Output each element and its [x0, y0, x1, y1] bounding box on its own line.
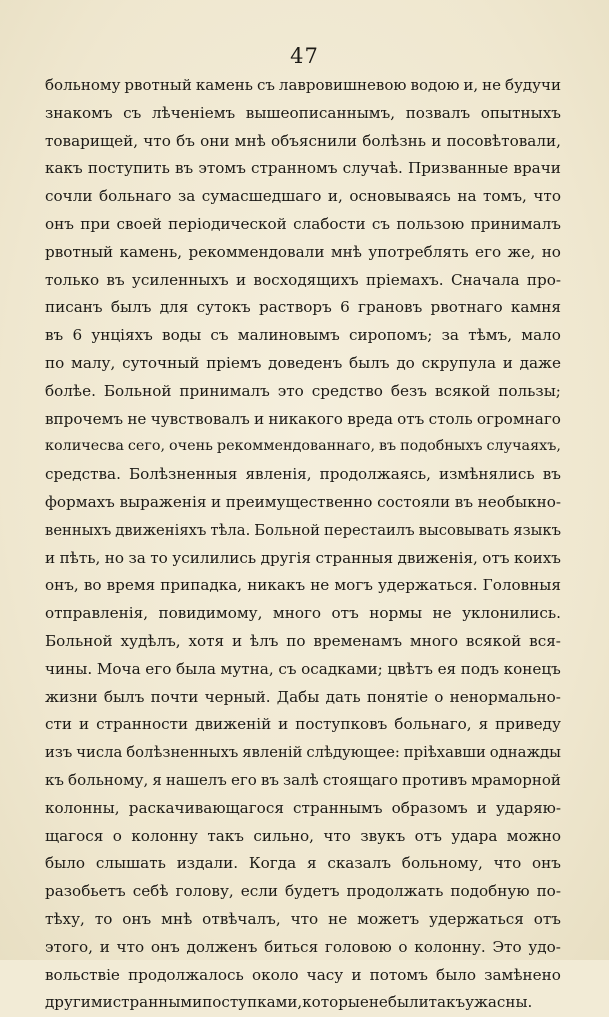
text-line: жизни былъ почти черный. Дабы дать понятіе о ненормально-: [45, 687, 561, 706]
text-line: онъ при своей періодической слабости съ пользою принималъ: [45, 214, 561, 233]
text-line: этого, и что онъ долженъ биться головою о колонну. Это удо-: [45, 937, 561, 956]
text-line: только въ усиленныхъ и восходящихъ пріемахъ. Сначала про-: [45, 270, 561, 289]
text-line: щагося о колонну такъ сильно, что звукъ отъ удара можно: [45, 826, 561, 845]
text-line: впрочемъ не чувствовалъ и никакого вреда отъ столь огромнаго: [45, 409, 561, 428]
text-line: колонны, раскачивающагося страннымъ образомъ и ударяю-: [45, 798, 561, 817]
text-line: другими странными поступками, которые не были такъ ужасны.: [45, 993, 533, 1012]
text-line: венныхъ движеніяхъ тѣла. Больной перестаилъ высовывать языкъ: [45, 521, 561, 539]
text-line: больному рвотный камень съ лавровишневою водою и, не будучи: [45, 76, 561, 94]
text-line: количесва сего, очень рекоммендованнаго, въ подобныхъ случаяхъ,: [45, 438, 561, 455]
text-line: сочли больнаго за сумасшедшаго и, основываясь на томъ, что: [45, 187, 561, 206]
text-line: сти и странности движеній и поступковъ больнаго, я приведу: [45, 715, 561, 734]
text-line: по малу, суточный пріемъ доведенъ былъ до скрупула и даже: [45, 353, 561, 372]
page-number: 47: [290, 44, 319, 68]
text-line: изъ числа болѣзненныхъ явленій слѣдующее: пріѣхавши однажды: [45, 744, 561, 762]
text-line: и пѣть, но за то усилились другія странныя движенія, отъ коихъ: [45, 548, 561, 567]
text-line: вольствіе продолжалось около часу и потомъ было замѣнено: [45, 965, 561, 984]
text-line: въ 6 унціяхъ воды съ малиновымъ сиропомъ; за тѣмъ, мало: [45, 326, 561, 345]
text-line: товарищей, что бъ они мнѣ объяснили болѣзнь и посовѣтовали,: [45, 131, 561, 150]
text-line: тѣху, то онъ мнѣ отвѣчалъ, что не можетъ удержаться отъ: [45, 909, 561, 928]
text-line: формахъ выраженія и преимущественно состояли въ необыкно-: [45, 492, 561, 511]
text-line: чины. Моча его была мутна, съ осадками; цвѣтъ ея подъ конецъ: [45, 659, 561, 678]
text-line: разобьетъ себѣ голову, если будетъ продолжать подобную по-: [45, 882, 561, 901]
text-line: знакомъ съ лѣченіемъ вышеописаннымъ, позвалъ опытныхъ: [45, 103, 561, 122]
text-line: отправленія, повидимому, много отъ нормы не уклонились.: [45, 604, 561, 623]
text-line: къ больному, я нашелъ его въ залѣ стоящаго противъ мраморной: [45, 770, 561, 789]
text-line: рвотный камень, рекоммендовали мнѣ употреблять его же, но: [45, 242, 561, 261]
text-line: было слышать издали. Когда я сказалъ больному, что онъ: [45, 854, 561, 873]
text-line: средства. Болѣзненныя явленія, продолжаясь, измѣнялись въ: [45, 465, 561, 484]
text-line: какъ поступить въ этомъ странномъ случаѣ. Призванные врачи: [45, 159, 561, 178]
page-body-text: [45, 72, 561, 1017]
text-line: Больной худѣлъ, хотя и ѣлъ по временамъ много всякой вся-: [45, 631, 561, 650]
text-line: писанъ былъ для сутокъ растворъ 6 грановъ рвотнаго камня: [45, 298, 561, 317]
text-line: онъ, во время припадка, никакъ не могъ удержаться. Головныя: [45, 576, 561, 595]
text-line: болѣе. Больной принималъ это средство безъ всякой пользы;: [45, 381, 561, 400]
